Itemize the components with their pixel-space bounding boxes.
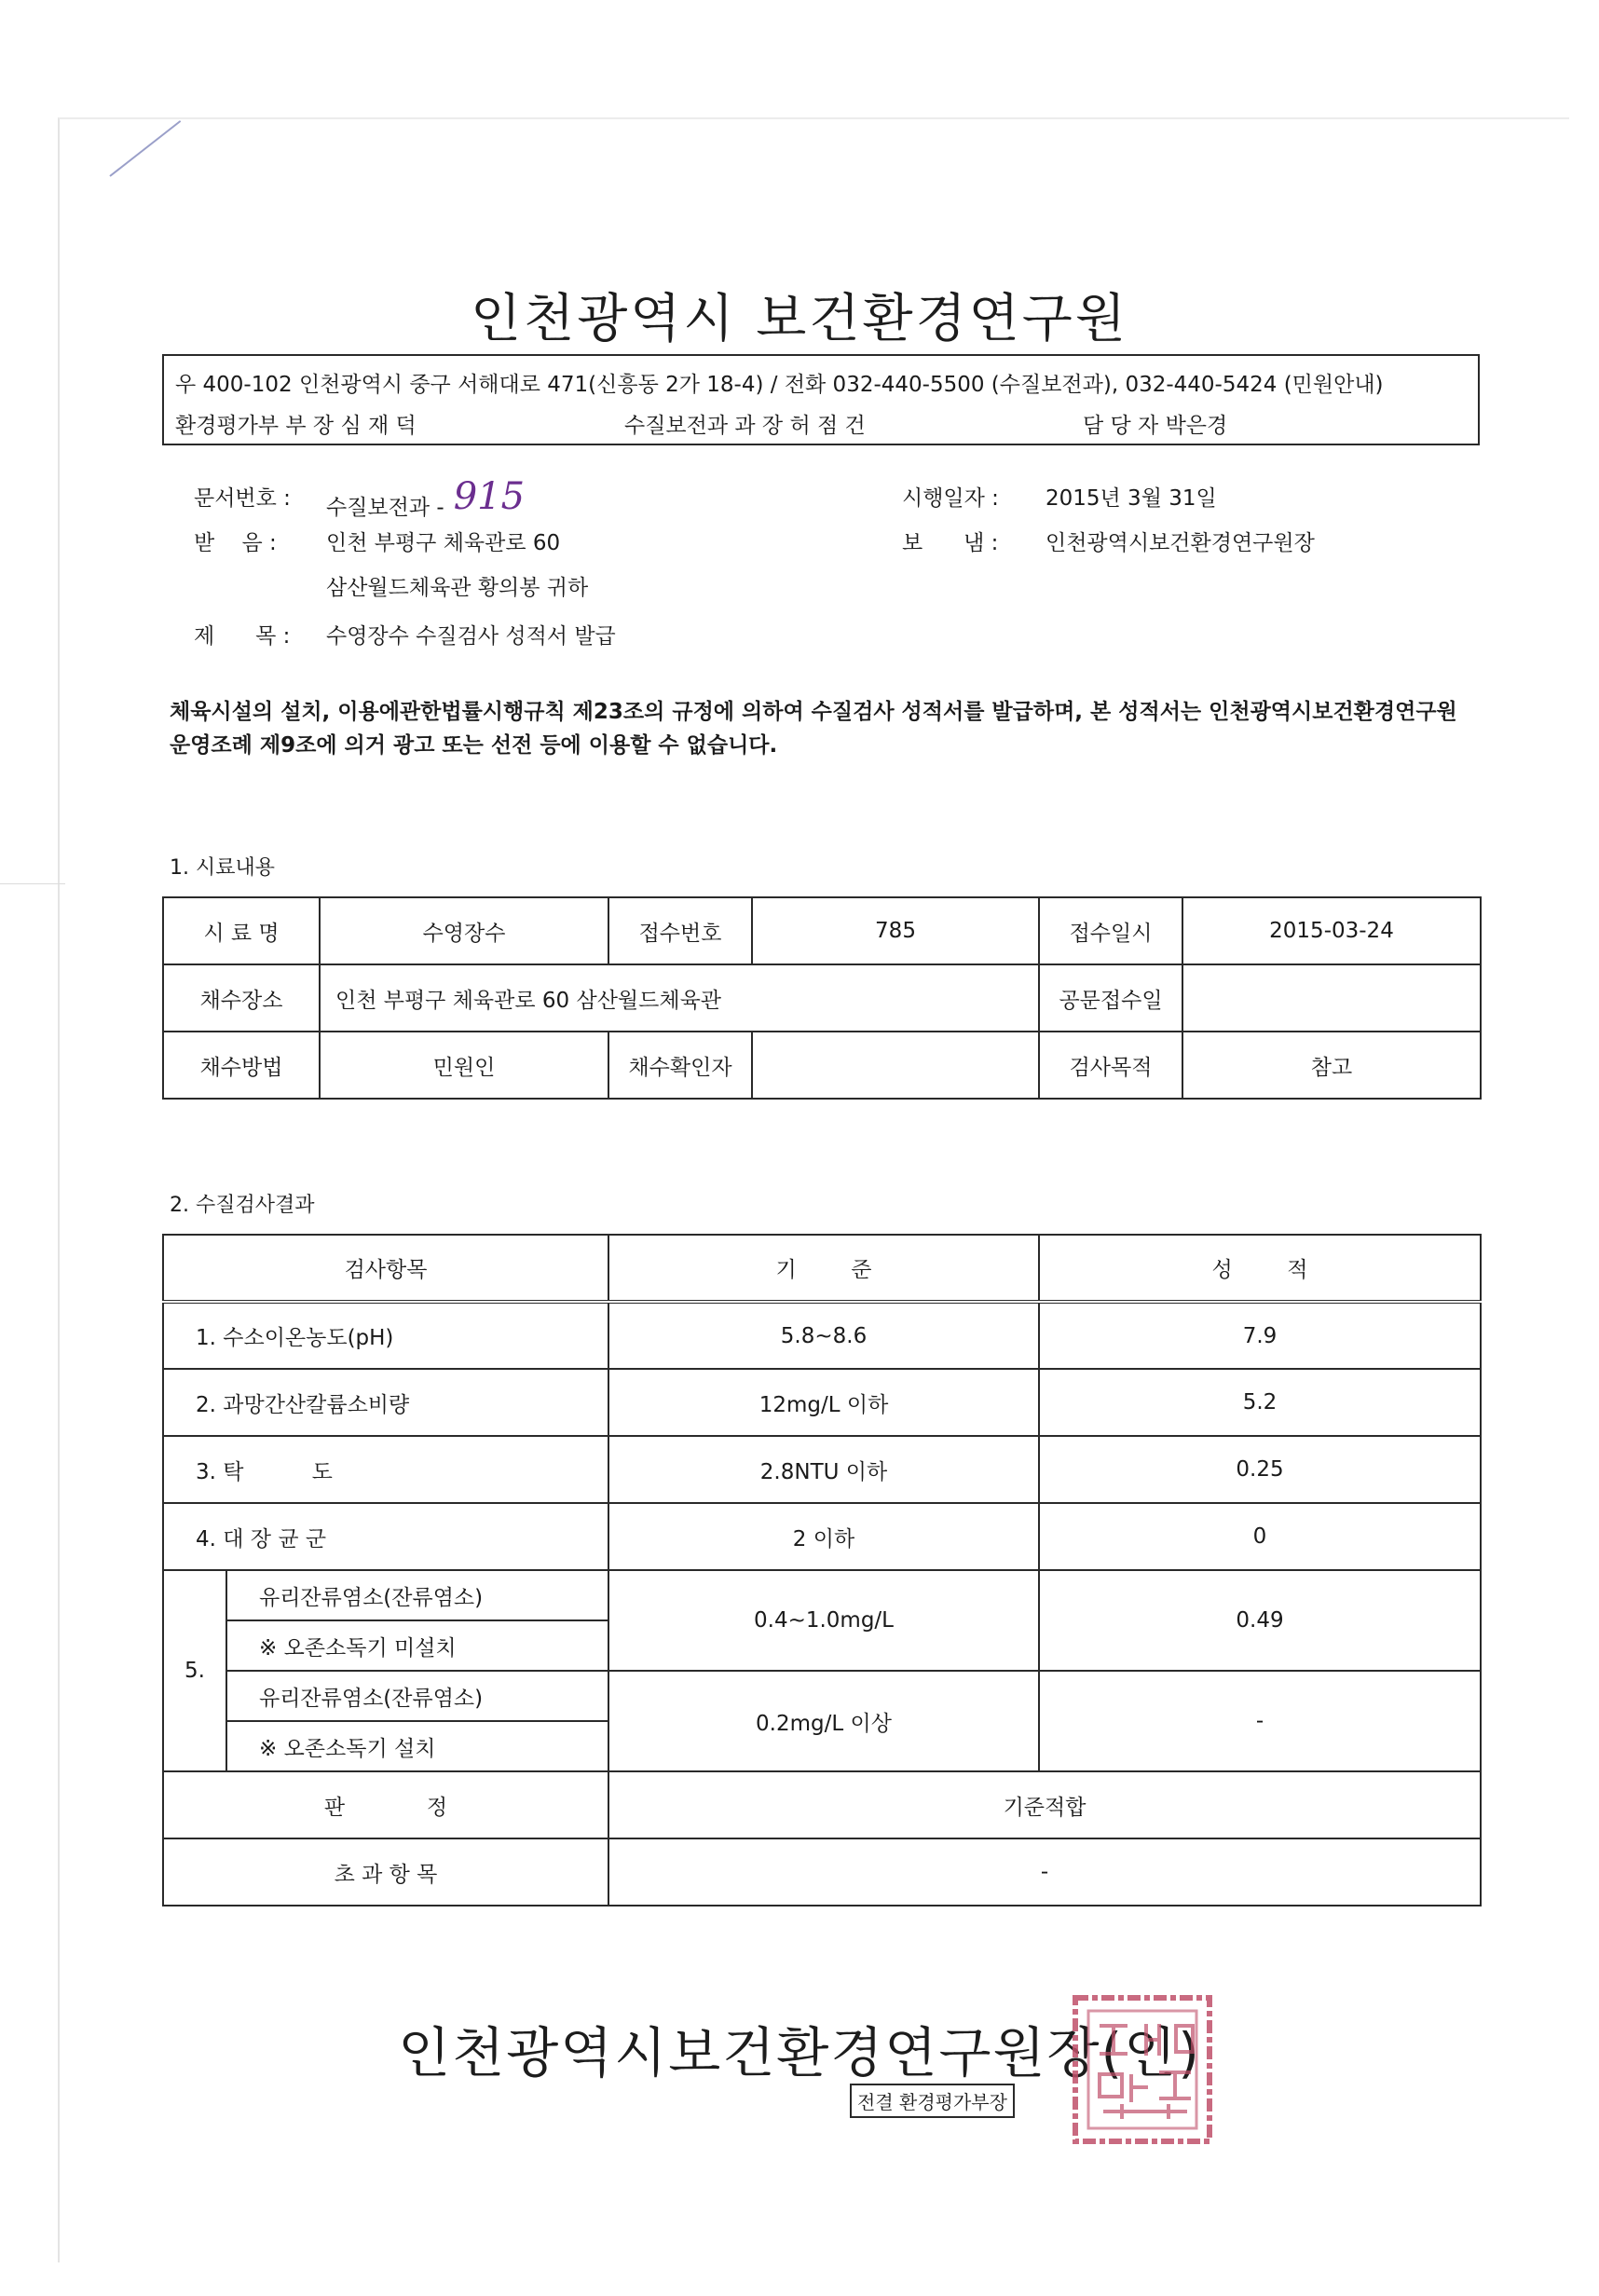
col-result-header: 성 적	[1039, 1235, 1481, 1302]
table-row	[163, 1369, 1481, 1436]
row-item: 3. 탁 도	[163, 1436, 608, 1503]
row-result: 0.25	[1039, 1436, 1481, 1503]
row5a-standard: 0.4~1.0mg/L	[608, 1570, 1039, 1671]
row-standard: 5.8~8.6	[608, 1302, 1039, 1369]
row5b-note: ※ 오존소독기 설치	[226, 1721, 608, 1771]
intro-paragraph: 체육시설의 설치, 이용에관한법률시행규칙 제23조의 규정에 의하여 수질검사 성적서를 발급하며, 본 성적서는 인천광역시보건환경연구원운영조례 제9조에 의거 광고 또는 선전 등에 이용할 수 없습니다.	[170, 700, 1457, 758]
row5b-result: -	[1039, 1671, 1481, 1771]
section1-heading: 1. 시료내용	[170, 856, 275, 880]
subject-value: 수영장수 수질검사 성적서 발급	[326, 624, 616, 649]
table-row	[163, 1671, 1481, 1721]
recipient-label: 받 음 :	[194, 531, 277, 555]
subject-label: 제 목 :	[194, 624, 291, 649]
section-head: 수질보전과 과 장 허 점 건	[624, 414, 866, 438]
row-result: 7.9	[1039, 1302, 1481, 1369]
official-seal-icon	[1066, 1988, 1219, 2151]
sender-value: 인천광역시보건환경연구원장	[1046, 531, 1315, 555]
receipt-date-label: 접수일시	[1039, 897, 1182, 964]
table-row	[163, 1771, 1481, 1838]
site: 인천 부평구 체육관로 60 삼산월드체육관	[320, 964, 1039, 1032]
issuer-signature: 인천광역시보건환경연구원장(인)	[398, 2021, 1201, 2084]
receipt-date: 2015-03-24	[1182, 897, 1481, 964]
date-label: 시행일자 :	[902, 486, 999, 511]
table-row	[163, 1302, 1481, 1369]
row-standard: 2.8NTU 이하	[608, 1436, 1039, 1503]
site-label: 채수장소	[163, 964, 320, 1032]
col-item-header: 검사항목	[163, 1235, 608, 1302]
recipient-value-2: 삼산월드체육관 황의봉 귀하	[326, 576, 589, 600]
row5b-item: 유리잔류염소(잔류염소)	[226, 1671, 608, 1721]
sample-info-table	[162, 896, 1482, 1100]
row5-number: 5.	[163, 1570, 226, 1771]
table-row	[163, 1570, 1481, 1620]
section2-heading: 2. 수질검사결과	[170, 1194, 315, 1217]
exceed-value: -	[608, 1838, 1481, 1906]
row5a-note: ※ 오존소독기 미설치	[226, 1620, 608, 1671]
doc-no-handwritten: 915	[453, 475, 526, 518]
col-standard-header: 기 준	[608, 1235, 1039, 1302]
purpose-label: 검사목적	[1039, 1032, 1182, 1099]
sample-name-label: 시 료 명	[163, 897, 320, 964]
sender-label: 보 냄 :	[902, 531, 999, 555]
judgement-value: 기준적합	[608, 1771, 1481, 1838]
recipient-value: 인천 부평구 체육관로 60	[326, 531, 561, 555]
fold-line	[0, 883, 65, 884]
row-item: 4. 대 장 균 군	[163, 1503, 608, 1570]
judgement-label: 판 정	[163, 1771, 608, 1838]
doc-no	[326, 475, 526, 524]
official-date	[1182, 964, 1481, 1032]
confirmer	[752, 1032, 1039, 1099]
row-result: 0	[1039, 1503, 1481, 1570]
row-item: 2. 과망간산칼륨소비량	[163, 1369, 608, 1436]
method: 민원인	[320, 1032, 608, 1099]
results-table	[162, 1234, 1482, 1906]
confirmer-label: 채수확인자	[608, 1032, 752, 1099]
table-row	[163, 1503, 1481, 1570]
receipt-no: 785	[752, 897, 1039, 964]
address-line: 우 400-102 인천광역시 중구 서해대로 471(신흥동 2가 18-4) / 전화 032-440-5500 (수질보전과), 032-440-5424 (민원안내)	[175, 373, 1384, 397]
row-standard: 12mg/L 이하	[608, 1369, 1039, 1436]
delegated-approval: 전결 환경평가부장	[850, 2084, 1015, 2118]
row-item: 1. 수소이온농도(pH)	[163, 1302, 608, 1369]
row5a-item: 유리잔류염소(잔류염소)	[226, 1570, 608, 1620]
row-standard: 2 이하	[608, 1503, 1039, 1570]
sample-name: 수영장수	[320, 897, 608, 964]
row-result: 5.2	[1039, 1369, 1481, 1436]
officer: 담 당 자 박은경	[1083, 414, 1228, 438]
doc-no-value: 수질보전과 -	[326, 496, 444, 520]
row5b-standard: 0.2mg/L 이상	[608, 1671, 1039, 1771]
dept-head: 환경평가부 부 장 심 재 덕	[175, 414, 417, 438]
date-value: 2015년 3월 31일	[1046, 486, 1217, 511]
purpose: 참고	[1182, 1032, 1481, 1099]
doc-no-label: 문서번호 :	[194, 486, 291, 511]
table-row	[163, 1436, 1481, 1503]
row5a-result: 0.49	[1039, 1570, 1481, 1671]
method-label: 채수방법	[163, 1032, 320, 1099]
official-date-label: 공문접수일	[1039, 964, 1182, 1032]
table-row	[163, 1838, 1481, 1906]
document-title: 인천광역시 보건환경연구원	[471, 289, 1128, 349]
exceed-label: 초 과 항 목	[163, 1838, 608, 1906]
address-box	[162, 354, 1480, 445]
receipt-no-label: 접수번호	[608, 897, 752, 964]
